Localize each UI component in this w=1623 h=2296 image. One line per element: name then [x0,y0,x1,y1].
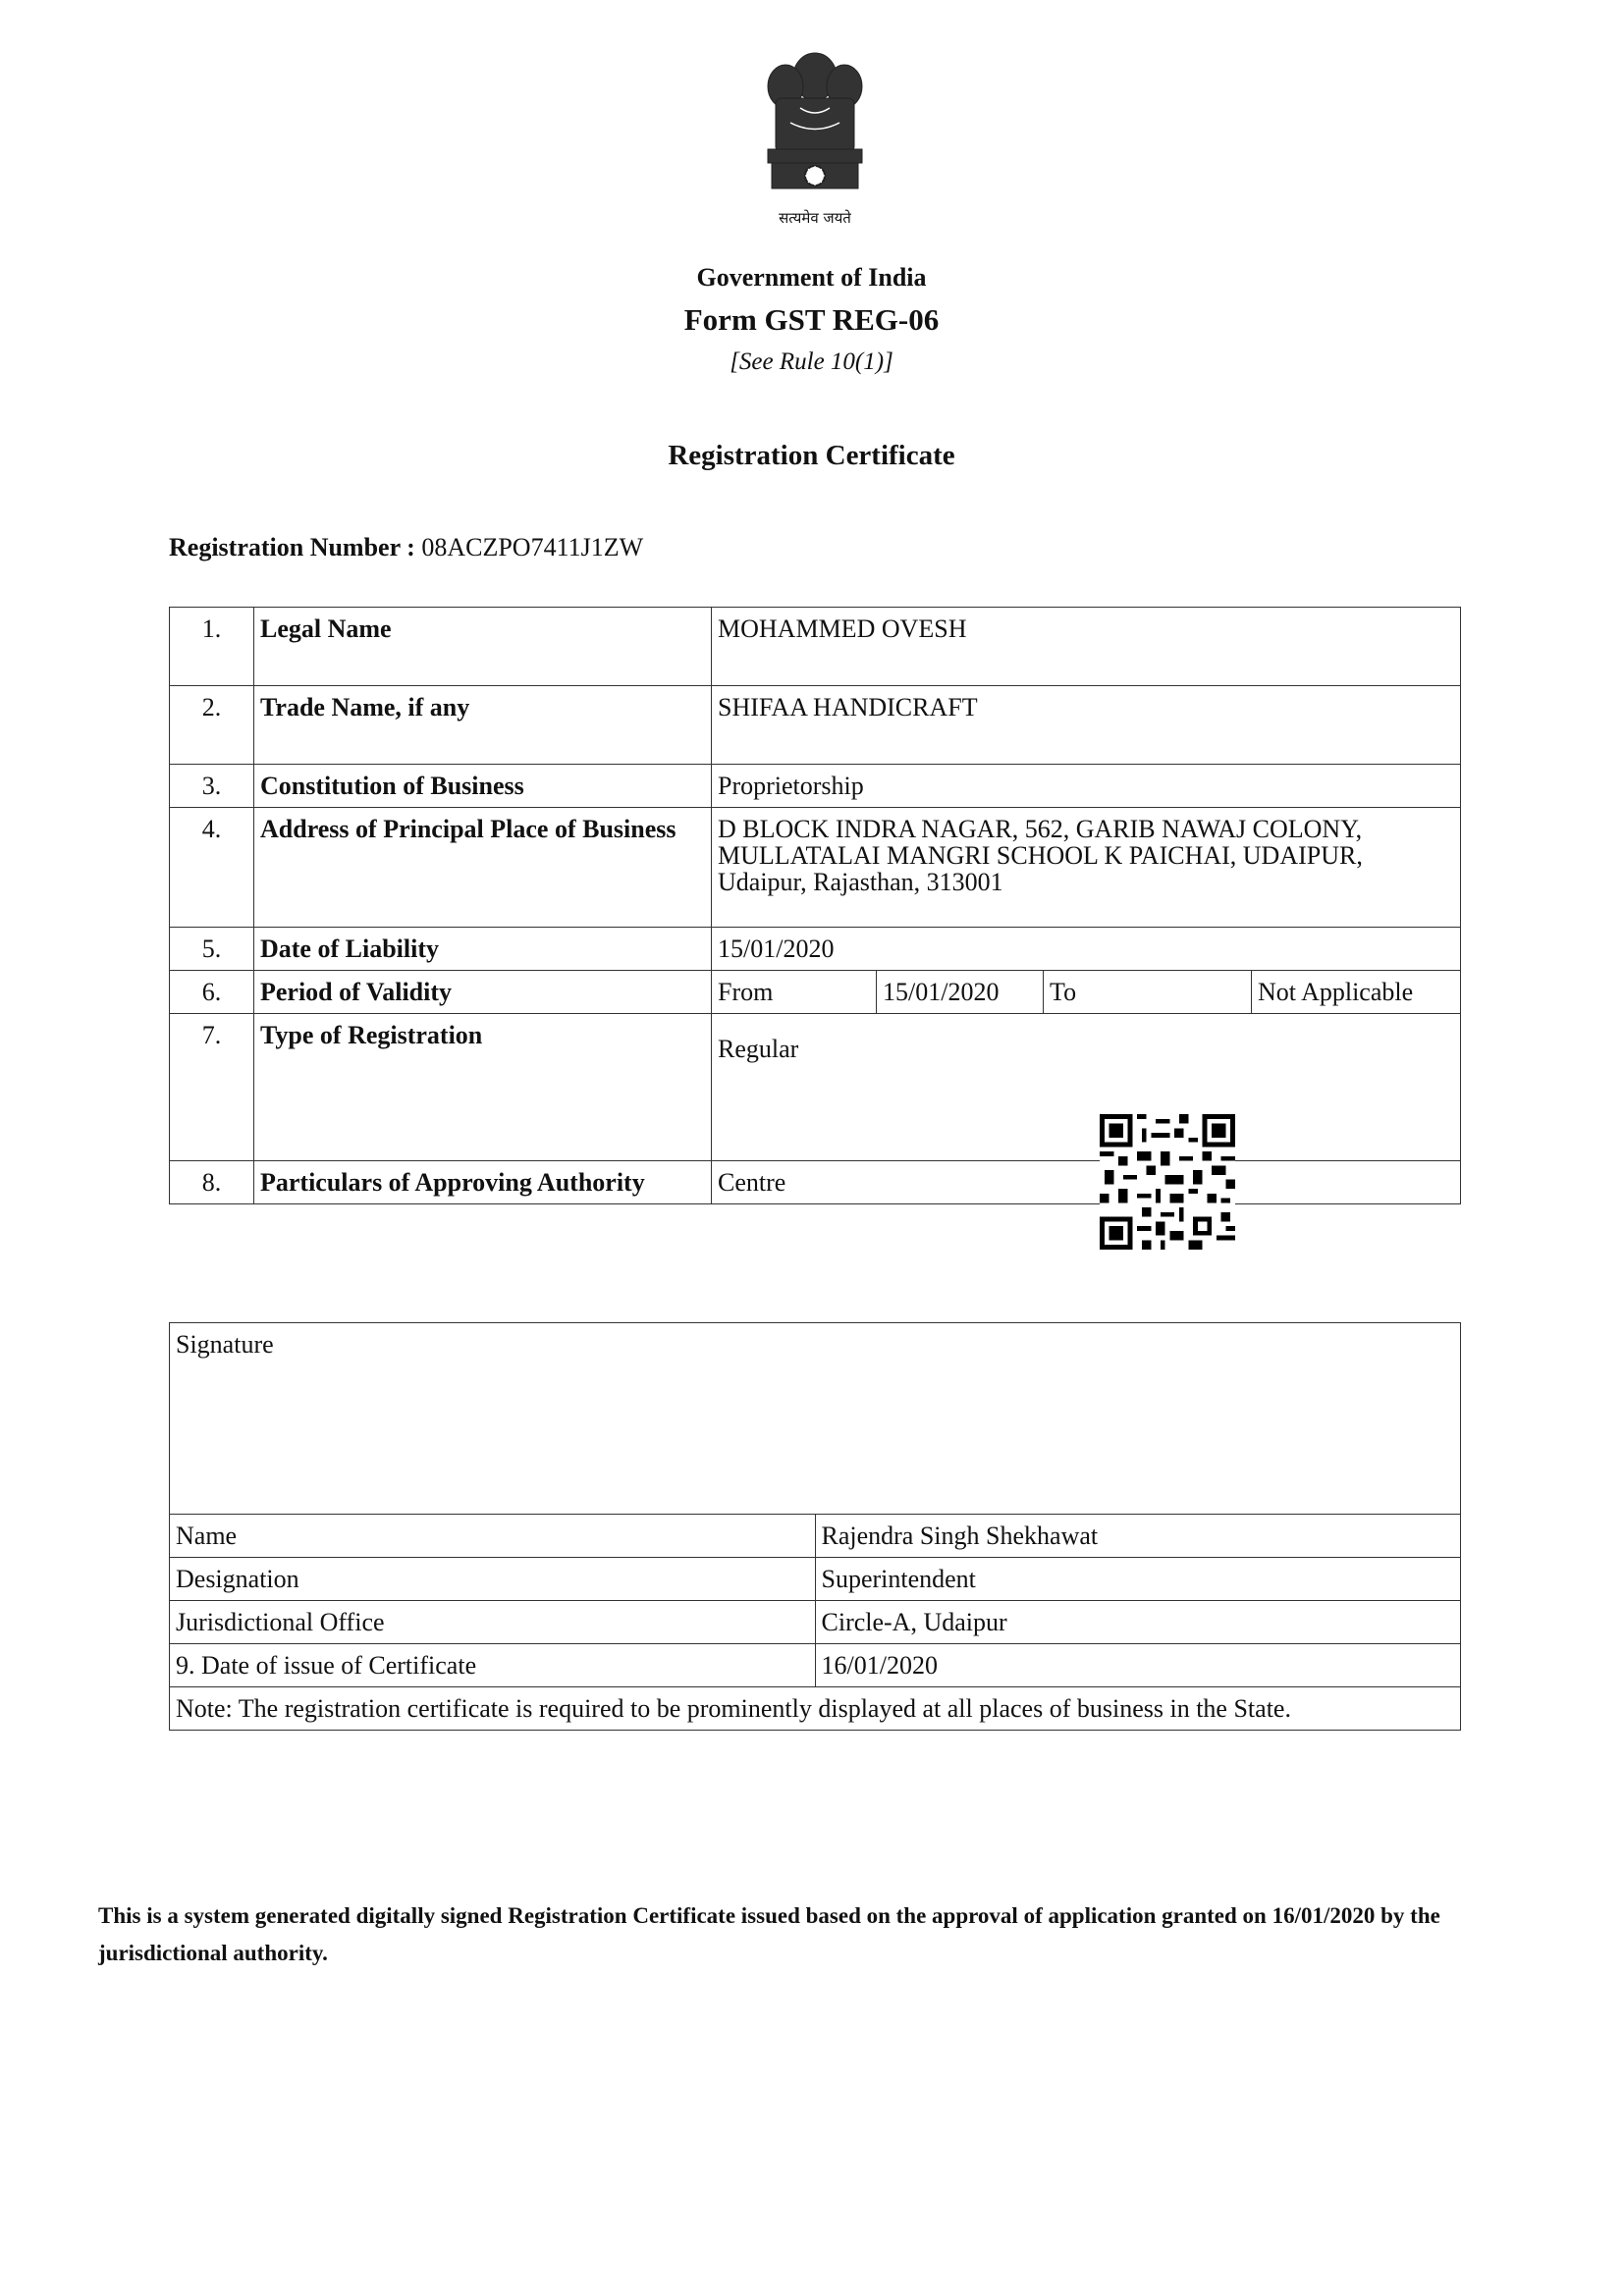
signature-label: Signature [170,1323,1461,1515]
table-row [170,686,1461,765]
row-label: Type of Registration [254,1014,712,1161]
name-label: Name [170,1515,816,1558]
table-row [170,928,1461,971]
approving-authority-value: Centre [712,1161,1461,1204]
registration-type-value [712,1014,1461,1161]
table-row [170,1323,1461,1515]
table-row [170,1014,1461,1161]
validity-to-label: To [1044,971,1252,1014]
row-label: Date of Liability [254,928,712,971]
government-heading: Government of India [696,263,927,292]
rule-reference: [See Rule 10(1)] [730,348,893,375]
trade-name-value: SHIFAA HANDICRAFT [712,686,1461,765]
table-row [170,808,1461,928]
registration-number-label: Registration Number : [169,533,415,561]
table-row [170,1644,1461,1687]
row-number: 7. [170,1014,254,1161]
certificate-details-table [169,607,1461,1204]
row-number: 4. [170,808,254,928]
address-value: D BLOCK INDRA NAGAR, 562, GARIB NAWAJ COLONY, MULLATALAI MANGRI SCHOOL K PAICHAI, UDAIPUR, Udaipur, Rajasthan, 313001 [712,808,1461,928]
row-number: 5. [170,928,254,971]
page-title: Registration Certificate [668,440,955,471]
system-generated-notice: This is a system generated digitally signed Registration Certificate issued based on the approval of application granted on 16/01/2020 by the jurisdictional authority. [98,1903,1440,1965]
liability-date-value: 15/01/2020 [712,928,1461,971]
row-number: 6. [170,971,254,1014]
jurisdictional-office: Circle-A, Udaipur [815,1601,1461,1644]
row-label: Constitution of Business [254,765,712,808]
qr-code-icon [1100,1114,1235,1250]
designation-label: Designation [170,1558,816,1601]
form-heading: Form GST REG-06 [683,302,940,337]
registration-number-line [169,533,643,562]
row-label: Particulars of Approving Authority [254,1161,712,1204]
row-number: 8. [170,1161,254,1204]
validity-from-date: 15/01/2020 [877,971,1044,1014]
state-emblem [746,39,884,226]
registration-number: 08ACZPO7411J1ZW [421,533,644,561]
row-label: Address of Principal Place of Business [254,808,712,928]
officer-name: Rajendra Singh Shekhawat [815,1515,1461,1558]
table-row [170,608,1461,686]
table-row [170,971,1461,1014]
signature-table [169,1322,1461,1731]
jurisdictional-office-label: Jurisdictional Office [170,1601,816,1644]
officer-designation: Superintendent [815,1558,1461,1601]
table-row [170,1687,1461,1731]
emblem-motto: सत्यमेव जयते [779,209,851,227]
validity-to-date: Not Applicable [1252,971,1461,1014]
table-row [170,1558,1461,1601]
issue-date-label: 9. Date of issue of Certificate [170,1644,816,1687]
table-row [170,1601,1461,1644]
row-number: 2. [170,686,254,765]
constitution-value: Proprietorship [712,765,1461,808]
table-row [170,1515,1461,1558]
issue-date: 16/01/2020 [815,1644,1461,1687]
row-number: 1. [170,608,254,686]
row-label: Trade Name, if any [254,686,712,765]
validity-from-label: From [712,971,877,1014]
lion-capital-icon [746,39,884,206]
row-label: Legal Name [254,608,712,686]
row-label: Period of Validity [254,971,712,1014]
registration-type-text: Regular [718,1035,799,1063]
table-row [170,1161,1461,1204]
table-row [170,765,1461,808]
legal-name-value: MOHAMMED OVESH [712,608,1461,686]
display-note: Note: The registration certificate is required to be prominently displayed at all places of business in the State. [170,1687,1461,1731]
row-number: 3. [170,765,254,808]
